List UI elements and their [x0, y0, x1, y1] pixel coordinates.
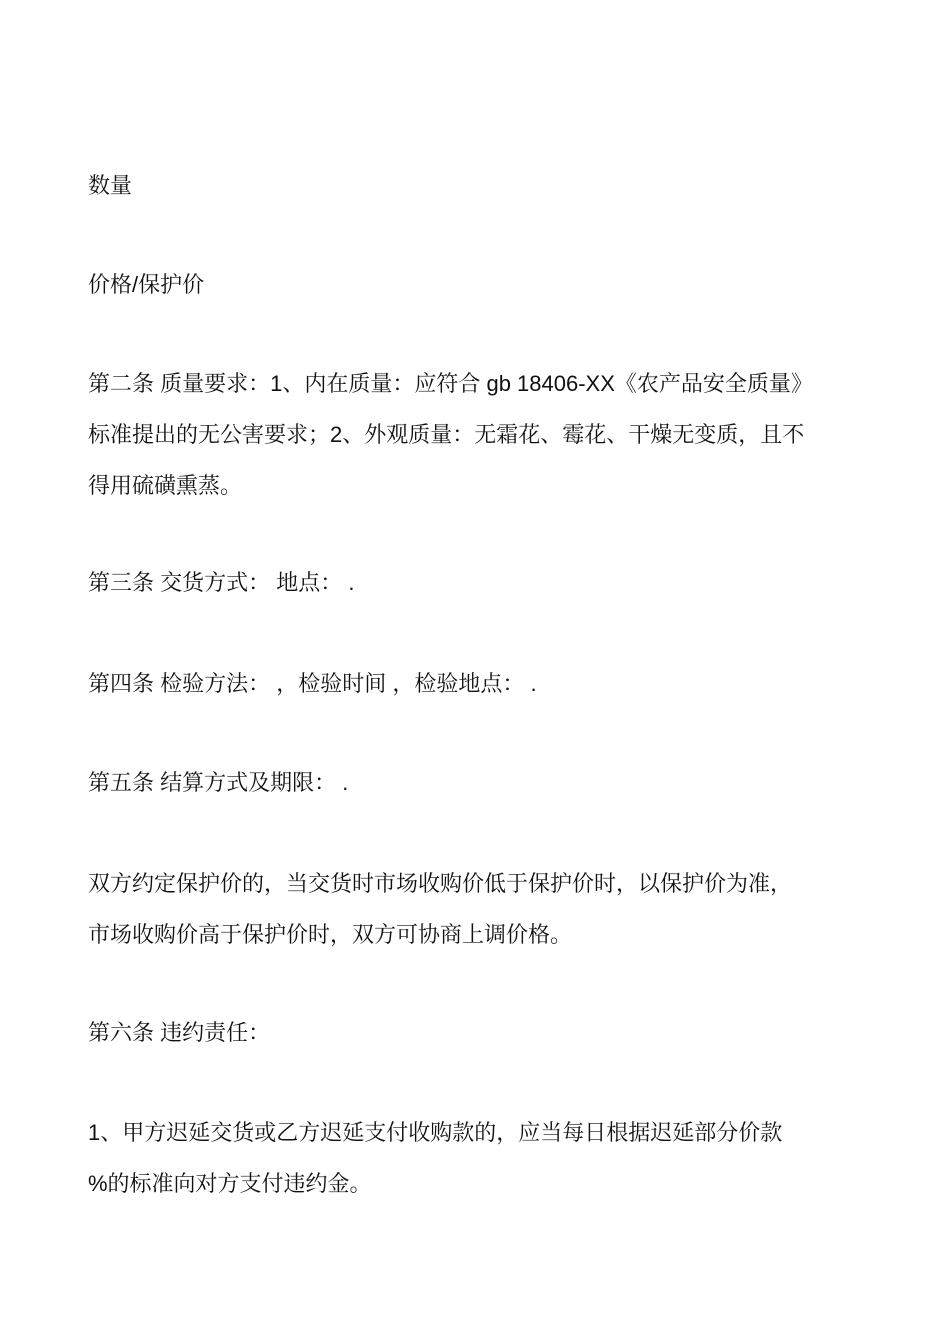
- text-line: 第四条 检验方法： ，检验时间 ，检验地点： .: [88, 671, 537, 696]
- text-line: 第三条 交货方式： 地点： .: [88, 570, 355, 595]
- paragraph-article-6-liability: [88, 1007, 873, 1058]
- text-line: 价格/保护价: [88, 272, 205, 297]
- text-line: 得用硫磺熏蒸。: [88, 473, 243, 498]
- text-line: 第五条 结算方式及期限： .: [88, 770, 349, 795]
- text-line: 第二条 质量要求：1、内在质量：应符合 gb 18406-XX《农产品安全质量》: [88, 371, 813, 396]
- text-line: 数量: [88, 173, 133, 198]
- paragraph-article-3-delivery: [88, 557, 873, 608]
- text-line: 标准提出的无公害要求；2、外观质量：无霜花、霉花、干燥无变质，且不: [88, 422, 805, 447]
- text-line: %的标准向对方支付违约金。: [88, 1171, 372, 1196]
- text-line: 1、甲方迟延交货或乙方迟延支付收购款的，应当每日根据迟延部分价款: [88, 1120, 783, 1145]
- text-line: 第六条 违约责任：: [88, 1020, 271, 1045]
- paragraph-protection-price: [88, 858, 873, 960]
- paragraph-quantity: [88, 160, 873, 211]
- paragraph-price: [88, 259, 873, 310]
- paragraph-article-4-inspection: [88, 658, 873, 709]
- text-line: 市场收购价高于保护价时，双方可协商上调价格。: [88, 922, 573, 947]
- paragraph-liability-item-1: [88, 1107, 873, 1209]
- paragraph-article-5-settlement: [88, 757, 873, 808]
- text-line: 双方约定保护价的，当交货时市场收购价低于保护价时，以保护价为准，: [88, 871, 793, 896]
- paragraph-article-2-quality: [88, 358, 873, 511]
